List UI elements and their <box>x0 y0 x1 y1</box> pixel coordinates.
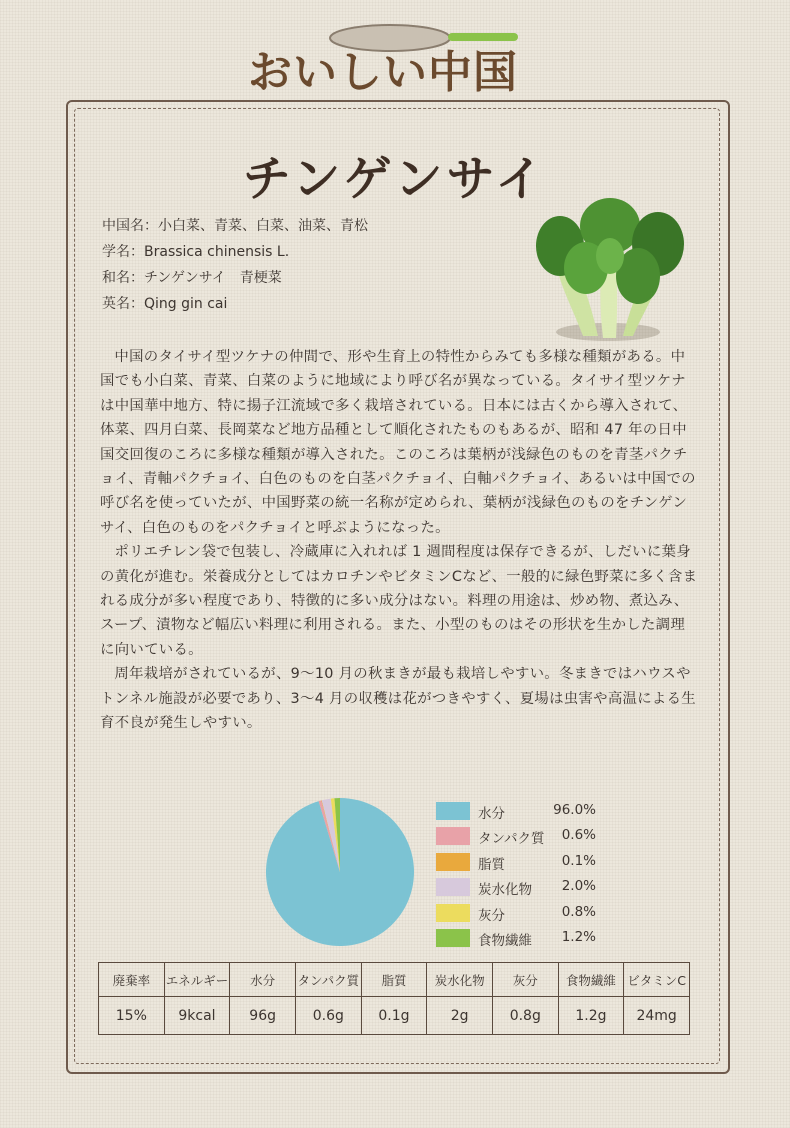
meta-label: 中国名 <box>102 218 144 234</box>
meta-value: チンゲンサイ 青梗菜 <box>144 270 282 286</box>
legend-value: 2.0% <box>561 878 596 895</box>
table-header: 廃棄率 <box>99 963 165 997</box>
legend-item <box>436 851 606 876</box>
meta-row-japanese-name: 和名：チンゲンサイ 青梗菜 <box>102 270 282 286</box>
page-title: チンゲンサイ <box>242 151 548 207</box>
legend-swatch <box>436 878 470 896</box>
nutrition-table <box>98 962 690 1035</box>
table-header: 脂質 <box>361 963 427 997</box>
legend-value: 0.8% <box>561 903 596 920</box>
meta-label: 英名 <box>102 296 130 312</box>
legend-label: 水分 <box>478 806 505 822</box>
paragraph: 周年栽培がされているが、9～10 月の秋まきが最も栽培しやすい。冬まきではハウスやトンネル施設が必要であり、3～4 月の収穫は花がつきやすく、夏場は虫害や高温による生育不良が発生しやすい。 <box>100 666 697 732</box>
meta-row-english-name: 英名：Qing gin cai <box>102 296 228 312</box>
meta-row-scientific-name: 学名：Brassica chinensis L. <box>102 244 290 260</box>
legend-label: 脂質 <box>478 856 505 873</box>
legend-label: 炭水化物 <box>478 882 532 899</box>
table-cell: 0.8g <box>492 997 558 1035</box>
meta-row-chinese-name: 中国名：小白菜、青菜、白菜、油菜、青松 <box>102 218 368 234</box>
meta-value: 小白菜、青菜、白菜、油菜、青松 <box>158 218 368 234</box>
legend-value: 1.2% <box>561 928 596 945</box>
table-cell: 24mg <box>624 997 690 1035</box>
table-row <box>99 997 690 1035</box>
legend-value: 0.6% <box>561 827 596 844</box>
table-cell: 1.2g <box>558 997 624 1035</box>
composition-pie-chart <box>265 797 415 947</box>
legend-swatch <box>436 904 470 922</box>
meta-value: Brassica chinensis L. <box>144 244 290 260</box>
table-header: ビタミンC <box>624 963 690 997</box>
paragraph: 中国のタイサイ型ツケナの仲間で、形や生育上の特性からみても多様な種類がある。中国でも小白菜、青菜、白菜のように地域により呼び名が異なっている。タイサイ型ツケナは中国華中地方、特に揚子江流域で多く栽培されている。日本には古くから導入されて、体菜、四月白菜、長岡菜など地方品種として順化されたものもあるが、昭和 47 年の日中国交回復のころに多様な種類が導入された。このころは葉柄が浅緑色のものを青茎パクチョイ、青軸パクチョイ、白色のものを白茎パクチョイ、白軸パクチョイ、あるいは中国での呼び名を使っていたが、中国野菜の統一名称が定められ、葉柄が浅緑色のものをチンゲンサイ、白色のものをパクチョイと呼ぶようになった。 <box>100 349 696 536</box>
legend-label: 食物繊維 <box>478 932 532 949</box>
legend-swatch <box>436 802 470 820</box>
legend-swatch <box>436 827 470 845</box>
paragraph: ポリエチレン袋で包装し、冷蔵庫に入れれば 1 週間程度は保存できるが、しだいに葉身の黄化が進む。栄養成分としてはカロチンやビタミンCなど、一般的に緑色野菜に多く含まれる成分が多い程度であり、特徴的に多い成分はない。料理の用途は、炒め物、煮込み、スープ、漬物など幅広い料理に利用される。また、小型のものはその形状を生かした調理に向いている。 <box>100 544 698 658</box>
table-header-row <box>99 963 690 997</box>
chart-legend <box>436 800 606 952</box>
table-cell: 0.1g <box>361 997 427 1035</box>
legend-item <box>436 876 606 901</box>
table-cell: 0.6g <box>295 997 361 1035</box>
meta-label: 学名 <box>102 244 130 260</box>
legend-swatch <box>436 929 470 947</box>
meta-label: 和名 <box>102 270 130 286</box>
table-header: 水分 <box>230 963 296 997</box>
table-cell: 15% <box>99 997 165 1035</box>
table-header: 灰分 <box>492 963 558 997</box>
table-cell: 9kcal <box>164 997 230 1035</box>
legend-label: 灰分 <box>478 907 505 924</box>
legend-item <box>436 902 606 927</box>
legend-item <box>436 927 606 952</box>
table-header: 炭水化物 <box>427 963 493 997</box>
logo-text: おいしい中国 <box>248 47 518 98</box>
table-header: 食物繊維 <box>558 963 624 997</box>
table-header: タンパク質 <box>295 963 361 997</box>
table-header: エネルギー <box>164 963 230 997</box>
meta-value: Qing gin cai <box>144 296 228 312</box>
legend-value: 96.0% <box>553 802 596 818</box>
name-info-list <box>102 213 368 317</box>
legend-value: 0.1% <box>561 852 596 869</box>
description <box>100 345 698 736</box>
bok-choy-image <box>528 196 688 346</box>
legend-label: タンパク質 <box>478 831 545 848</box>
table-cell: 2g <box>427 997 493 1035</box>
table-cell: 96g <box>230 997 296 1035</box>
logo <box>240 14 530 98</box>
legend-item <box>436 800 606 825</box>
legend-swatch <box>436 853 470 871</box>
legend-item <box>436 825 606 850</box>
